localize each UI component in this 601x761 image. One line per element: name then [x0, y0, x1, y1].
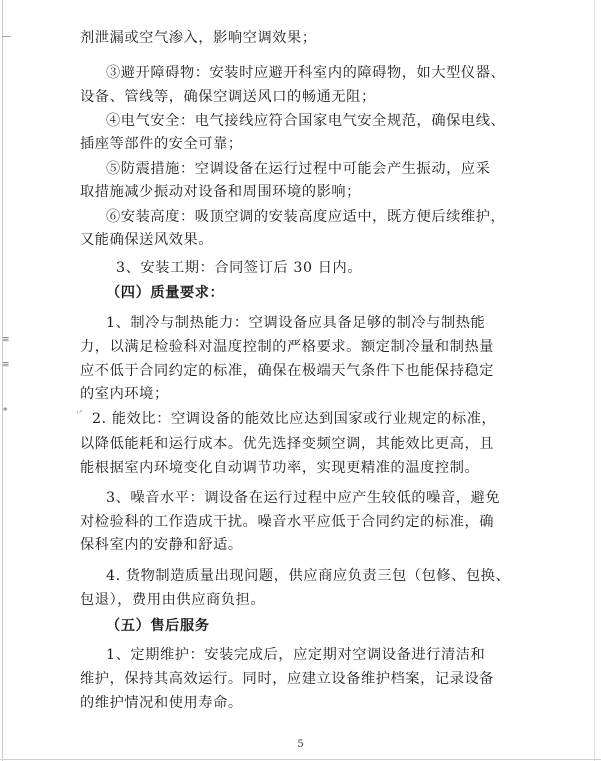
text-line: 以降低能耗和运行成本。优先选择变频空调，其能效比更高，且	[80, 436, 495, 452]
text-line: 包退），费用由供应商负担。	[80, 592, 266, 608]
scan-left-edge	[2, 0, 3, 761]
text-line: 插座等部件的安全可靠；	[80, 136, 243, 152]
text-line: 能根据室内环境变化自动调节功率，实现更精准的温度控制。	[80, 460, 480, 476]
text-line: 3、噪音水平：调设备在运行过程中应产生较低的噪音，避免	[106, 490, 501, 506]
text-line: 1、制冷与制热能力：空调设备应具备足够的制冷与制热能	[106, 315, 486, 331]
scan-right-edge	[594, 0, 595, 761]
text-line: 取措施减少振动对设备和周围环境的影响；	[80, 184, 361, 200]
text-line: ③避开障碍物：安装时应避开科室内的障碍物，如大型仪器、	[106, 65, 506, 81]
text-line: 1、定期维护：安装完成后，应定期对空调设备进行清洁和	[106, 647, 486, 663]
binding-mark: —	[2, 32, 11, 42]
text-line: 设备、管线等，确保空调送风口的畅通无阻；	[80, 89, 376, 105]
text-line: 剂泄漏或空气渗入，影响空调效果；	[80, 30, 317, 46]
text-line: 又能确保送风效果。	[80, 232, 214, 248]
text-line: 力，以满足检验科对温度控制的严格要求。额定制冷量和制热量	[80, 339, 495, 355]
text-line: 的维护情况和使用寿命。	[80, 695, 243, 711]
section-heading: （四）质量要求：	[106, 285, 225, 301]
binding-mark: ≡	[2, 335, 10, 345]
binding-mark: ≡	[2, 360, 10, 370]
text-line: 保科室内的安静和舒适。	[80, 537, 243, 553]
binding-mark: ∗	[2, 405, 9, 415]
text-line: ④电气安全：电气接线应符合国家电气安全规范，确保电线、	[106, 113, 506, 129]
text-line: 2. 能效比：空调设备的能效比应达到国家或行业规定的标准，	[92, 411, 497, 427]
scan-speck: ·ᐟ	[76, 409, 83, 419]
text-line: 维护，保持其高效运行。同时，应建立设备维护档案，记录设备	[80, 671, 495, 687]
page-number: 5	[297, 739, 304, 750]
text-line: ⑤防震措施：空调设备在运行过程中可能会产生振动，应采	[106, 161, 491, 177]
section-heading: （五）售后服务	[106, 618, 210, 634]
text-line: 的室内环境；	[80, 386, 169, 402]
text-line: 3、安装工期：合同签订后 30 日内。	[116, 260, 363, 276]
text-line: ⑥安装高度：吸顶空调的安装高度应适中，既方便后续维护，	[106, 209, 506, 225]
text-line: 对检验科的工作造成干扰。噪音水平应低于合同约定的标准，确	[80, 514, 495, 530]
scan-bottom-edge	[0, 759, 601, 760]
text-line: 应不低于合同约定的标准，确保在极端天气条件下也能保持稳定	[80, 363, 495, 379]
text-line: 4. 货物制造质量出现问题，供应商应负责三包（包修、包换、	[106, 568, 511, 584]
